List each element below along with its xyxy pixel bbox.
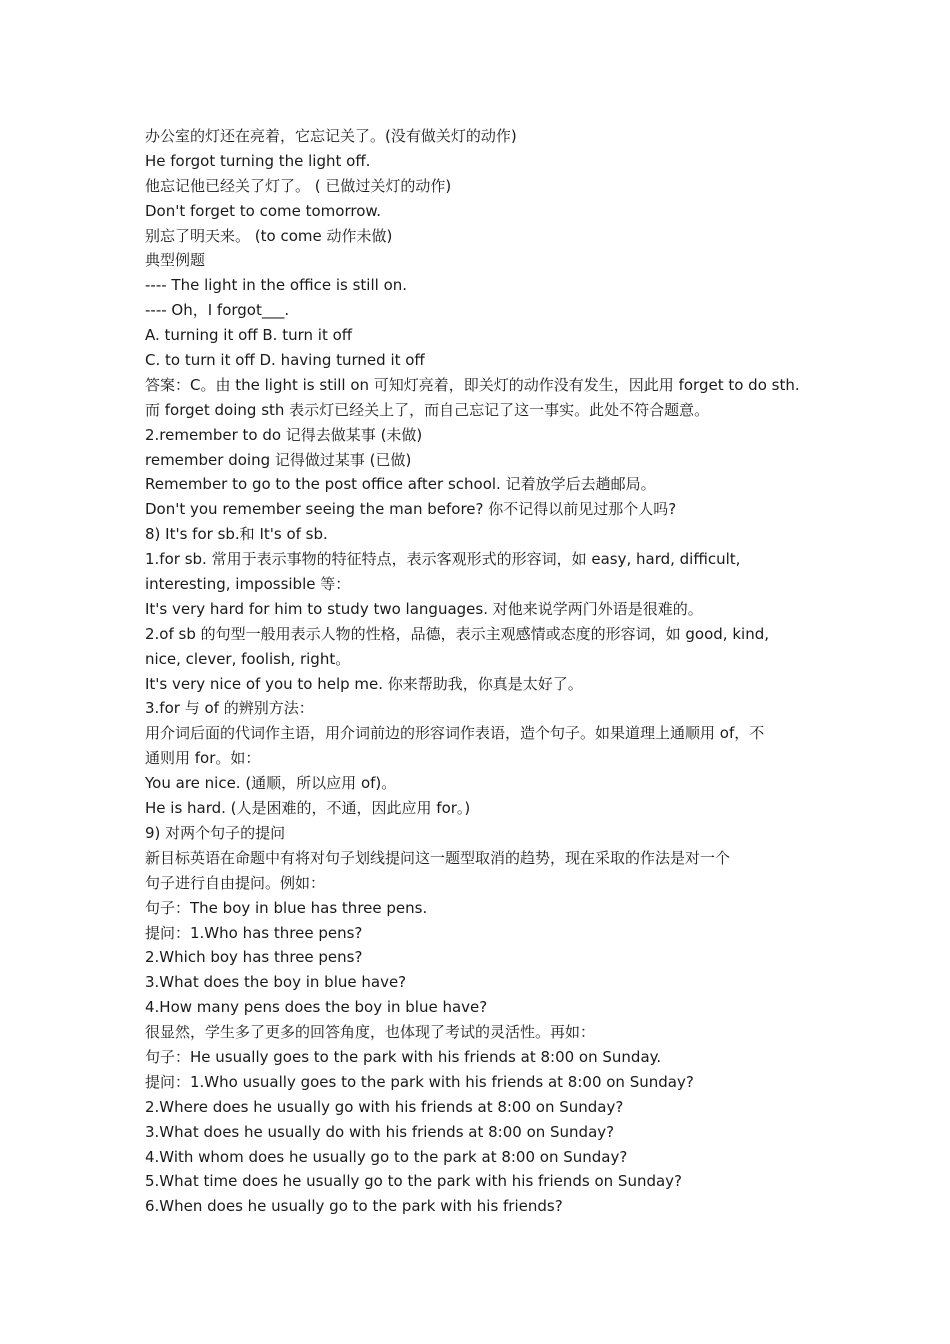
text-line: C. to turn it off D. having turned it off [145,351,425,370]
text-line: 句子：He usually goes to the park with his friends at 8:00 on Sunday. [145,1047,662,1066]
text-line: 3.What does the boy in blue have? [145,973,407,992]
text-line: 1.for sb. 常用于表示事物的特征特点，表示客观形式的形容词，如 easy, hard, difficult, [145,550,741,569]
text-line: 5.What time does he usually go to the park with his friends on Sunday? [145,1172,683,1191]
text-line: 而 forget doing sth 表示灯已经关上了，而自己忘记了这一事实。此处不符合题意。 [145,400,710,419]
text-line: Don't you remember seeing the man before? 你不记得以前见过那个人吗? [145,500,677,519]
text-line: ---- Oh，I forgot___. [145,301,290,320]
text-line: 典型例题 [145,251,206,270]
text-line: 别忘了明天来。 (to come 动作未做) [145,226,393,245]
text-line: 句子：The boy in blue has three pens. [145,898,428,917]
text-line: 9) 对两个句子的提问 [145,823,286,842]
text-line: 通则用 for。如： [145,749,261,768]
text-line: 2.Which boy has three pens? [145,948,363,967]
text-line: 提问：1.Who usually goes to the park with his friends at 8:00 on Sunday? [145,1072,694,1091]
text-line: 新目标英语在命题中有将对句子划线提问这一题型取消的趋势，现在采取的作法是对一个 [145,848,731,867]
text-line: 3.What does he usually do with his friends at 8:00 on Sunday? [145,1122,615,1141]
text-line: It's very nice of you to help me. 你来帮助我，你真是太好了。 [145,674,583,693]
text-line: He is hard. (人是困难的，不通，因此应用 for。) [145,799,471,818]
text-line: 3.for 与 of 的辨别方法： [145,699,314,718]
text-line: nice, clever, foolish, right。 [145,649,351,668]
text-line: You are nice. (通顺，所以应用 of)。 [145,774,397,793]
text-line: Remember to go to the post office after school. 记着放学后去趟邮局。 [145,475,656,494]
text-line: A. turning it off B. turn it off [145,326,353,345]
text-line: He forgot turning the light off. [145,151,371,170]
text-line: 答案：C。由 the light is still on 可知灯亮着，即关灯的动作没有发生，因此用 forget to do sth. [145,375,800,394]
text-line: Don't forget to come tomorrow. [145,201,382,220]
document-body [145,124,810,1219]
text-line: 2.remember to do 记得去做某事 (未做) [145,425,423,444]
text-line: 4.How many pens does the boy in blue have? [145,998,488,1017]
text-line: 4.With whom does he usually go to the park at 8:00 on Sunday? [145,1147,628,1166]
text-line: ---- The light in the office is still on. [145,276,408,295]
text-line: interesting, impossible 等： [145,575,351,594]
text-line: 用介词后面的代词作主语，用介词前边的形容词作表语，造个句子。如果道理上通顺用 of，不 [145,724,765,743]
text-line: 很显然，学生多了更多的回答角度，也体现了考试的灵活性。再如： [145,1023,596,1042]
text-line: 6.When does he usually go to the park with his friends? [145,1197,563,1216]
text-line: 提问：1.Who has three pens? [145,923,363,942]
text-line: 他忘记他已经关了灯了。 ( 已做过关灯的动作) [145,176,452,195]
text-line: 办公室的灯还在亮着，它忘记关了。(没有做关灯的动作) [145,127,517,145]
text-line: 句子进行自由提问。例如： [145,873,326,892]
text-line: It's very hard for him to study two languages. 对他来说学两门外语是很难的。 [145,599,703,618]
text-line: 8) It's for sb.和 It's of sb. [145,525,328,544]
text-line: 2.of sb 的句型一般用表示人物的性格，品德，表示主观感情或态度的形容词，如 good, kind, [145,624,769,643]
text-line: 2.Where does he usually go with his friends at 8:00 on Sunday? [145,1097,624,1116]
text-line: remember doing 记得做过某事 (已做) [145,450,412,469]
